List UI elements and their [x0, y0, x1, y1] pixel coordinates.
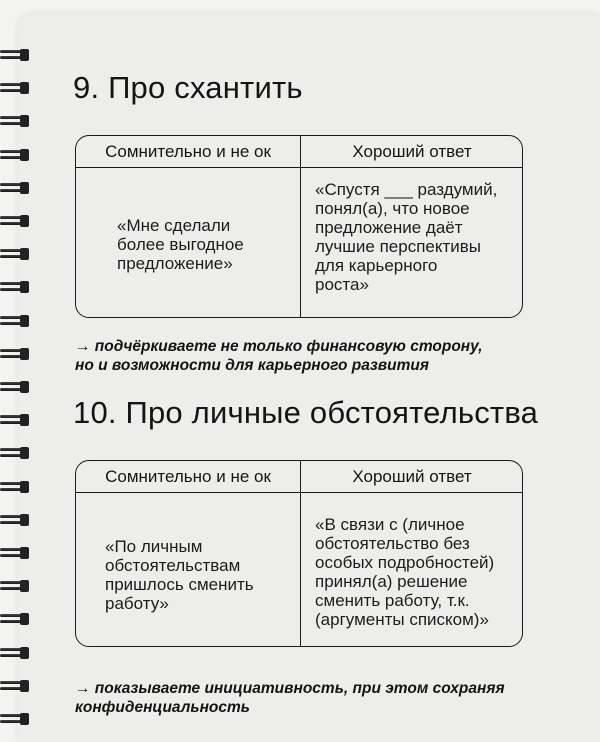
spiral-ring-part — [0, 421, 22, 424]
spiral-ring-part — [0, 355, 22, 358]
cell-questionable: «Мне сделали более выгодное предложение» — [117, 216, 244, 273]
header-good-answer: Хороший ответ — [352, 467, 472, 486]
spiral-ring-part — [0, 288, 22, 291]
spiral-ring-part — [20, 182, 29, 194]
spiral-ring-part — [20, 248, 29, 260]
spiral-ring-part — [20, 348, 29, 360]
spiral-ring-part — [20, 713, 29, 725]
spiral-ring — [0, 79, 30, 95]
table-header-divider — [76, 492, 522, 493]
section-title-10: 10. Про личные обстоятельства — [73, 395, 539, 430]
spiral-ring — [0, 544, 30, 560]
spiral-binding — [0, 46, 30, 736]
note-9: → подчёркиваете не только финансовую сторону, но и возможности для карьерного развития — [75, 338, 483, 374]
header-questionable: Сомнительно и не ок — [105, 142, 271, 161]
header-questionable: Сомнительно и не ок — [105, 467, 271, 486]
spiral-ring-part — [0, 255, 22, 258]
spiral-ring-part — [20, 613, 29, 625]
spiral-ring-part — [20, 547, 29, 559]
comparison-table-9 — [75, 135, 523, 318]
spiral-ring — [0, 677, 30, 693]
spiral-ring-part — [20, 115, 29, 127]
spiral-ring-part — [0, 222, 22, 225]
spiral-ring — [0, 511, 30, 527]
spiral-ring — [0, 312, 30, 328]
spiral-ring-part — [0, 189, 22, 192]
spiral-ring — [0, 411, 30, 427]
spiral-ring-part — [20, 49, 29, 61]
table-header-divider — [76, 167, 522, 168]
spiral-ring — [0, 245, 30, 261]
spiral-ring-part — [20, 215, 29, 227]
spiral-ring — [0, 278, 30, 294]
comparison-table-10 — [75, 460, 523, 647]
spiral-ring — [0, 146, 30, 162]
spiral-ring — [0, 212, 30, 228]
spiral-ring — [0, 710, 30, 726]
spiral-ring-part — [20, 647, 29, 659]
section-title-9: 9. Про схантить — [73, 70, 303, 105]
spiral-ring-part — [20, 481, 29, 493]
spiral-ring — [0, 644, 30, 660]
spiral-ring-part — [20, 281, 29, 293]
spiral-ring-part — [20, 149, 29, 161]
cell-questionable: «По личным обстоятельствам пришлось сменить работу» — [105, 537, 254, 613]
spiral-ring — [0, 577, 30, 593]
spiral-ring-part — [0, 454, 22, 457]
spiral-ring — [0, 179, 30, 195]
spiral-ring-part — [0, 521, 22, 524]
spiral-ring — [0, 112, 30, 128]
spiral-ring — [0, 378, 30, 394]
cell-good-answer: «Спустя ___ раздумий, понял(а), что новое предложение даёт лучшие перспективы для карьерного роста» — [315, 180, 498, 294]
spiral-ring-part — [20, 315, 29, 327]
spiral-ring-part — [0, 122, 22, 125]
spiral-ring — [0, 610, 30, 626]
header-good-answer: Хороший ответ — [352, 142, 472, 161]
spiral-ring — [0, 478, 30, 494]
spiral-ring-part — [0, 654, 22, 657]
spiral-ring-part — [0, 322, 22, 325]
spiral-ring-part — [20, 447, 29, 459]
spiral-ring-part — [20, 82, 29, 94]
spiral-ring-part — [0, 687, 22, 690]
spiral-ring-part — [0, 488, 22, 491]
spiral-ring-part — [0, 388, 22, 391]
cell-good-answer: «В связи с (личное обстоятельство без особых подробностей) принял(а) решение сменить работу, т.к. (аргументы списком)» — [315, 515, 495, 629]
spiral-ring-part — [0, 620, 22, 623]
spiral-ring-part — [0, 156, 22, 159]
spiral-ring — [0, 444, 30, 460]
note-10: → показываете инициативность, при этом сохраняя конфиденциальность — [75, 680, 505, 716]
spiral-ring-part — [20, 414, 29, 426]
spiral-ring-part — [0, 56, 22, 59]
spiral-ring — [0, 345, 30, 361]
spiral-ring-part — [0, 720, 22, 723]
spiral-ring-part — [0, 89, 22, 92]
spiral-ring-part — [0, 554, 22, 557]
spiral-ring-part — [20, 680, 29, 692]
spiral-ring-part — [20, 514, 29, 526]
spiral-ring — [0, 46, 30, 62]
spiral-ring-part — [20, 580, 29, 592]
spiral-ring-part — [0, 587, 22, 590]
spiral-ring-part — [20, 381, 29, 393]
